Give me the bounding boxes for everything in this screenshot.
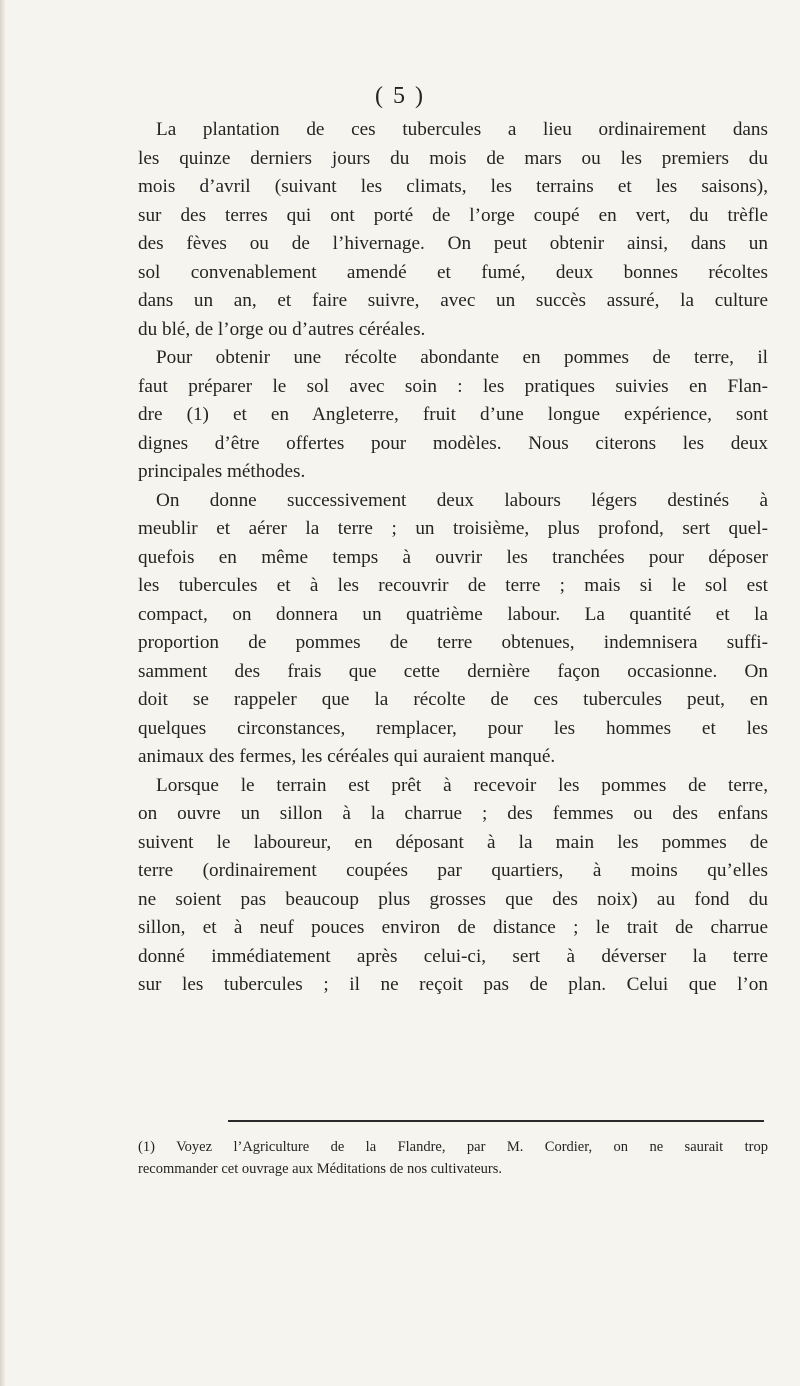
text-line: compact, on donnera un quatrième labour. La quantité et la [138,603,768,625]
text-line: suivent le laboureur, en déposant à la main les pommes de [138,831,768,853]
text-line: On donne successivement deux labours légers destinés à [156,489,768,511]
text-line: du blé, de l’orge ou d’autres céréales. [138,318,426,340]
text-line: quelques circonstances, remplacer, pour les hommes et les [138,717,768,739]
text-line: dignes d’être offertes pour modèles. Nous citerons les deux [138,432,768,454]
text-line: dans un an, et faire suivre, avec un succès assuré, la culture [138,290,768,311]
text-line: sol convenablement amendé et fumé, deux bonnes récoltes [138,261,768,283]
footnote-rule [228,1120,764,1122]
text-line: on ouvre un sillon à la charrue ; des femmes ou des enfans [138,803,768,824]
text-line: sillon, et à neuf pouces environ de distance ; le trait de charrue [138,917,768,938]
text-line: meublir et aérer la terre ; un troisième, plus profond, sert quel- [138,518,768,539]
text-line: terre (ordinairement coupées par quartiers, à moins qu’elles [138,860,768,881]
text-line: samment des frais que cette dernière façon occasionne. On [138,660,768,682]
text-line: ne soient pas beaucoup plus grosses que des noix) au fond du [138,888,768,910]
footnote-line: recommander cet ouvrage aux Méditations de nos cultivateurs. [138,1161,502,1177]
text-line: proportion de pommes de terre obtenues, indemnisera suffi- [138,632,768,653]
text-line: Lorsque le terrain est prêt à recevoir les pommes de terre, [156,774,768,796]
text-line: dre (1) et en Angleterre, fruit d’une longue expérience, sont [138,404,768,425]
page-edge-shadow [0,0,6,1386]
text-line: mois d’avril (suivant les climats, les terrains et les saisons), [138,176,768,197]
text-line: sur les tubercules ; il ne reçoit pas de plan. Celui que l’on [138,974,768,995]
page-number: ( 5 ) [375,83,425,109]
text-line: faut préparer le sol avec soin : les pratiques suivies en Flan- [138,375,768,397]
text-line: La plantation de ces tubercules a lieu ordinairement dans [156,119,768,140]
footnote-line: (1) Voyez l’Agriculture de la Flandre, par M. Cordier, on ne saurait trop [138,1139,768,1155]
text-line: animaux des fermes, les céréales qui auraient manqué. [138,746,556,767]
text-line: principales méthodes. [138,461,306,482]
text-line: Pour obtenir une récolte abondante en pommes de terre, il [156,347,768,368]
text-line: doit se rappeler que la récolte de ces tubercules peut, en [138,689,768,710]
text-line: quefois en même temps à ouvrir les tranchées pour déposer [138,546,768,568]
main-text [138,116,768,1000]
footnote [138,1136,768,1180]
text-line: donné immédiatement après celui-ci, sert à déverser la terre [138,945,768,967]
text-line: les tubercules et à les recouvrir de terre ; mais si le sol est [138,575,768,596]
text-line: les quinze derniers jours du mois de mars ou les premiers du [138,147,768,169]
text-line: sur des terres qui ont porté de l’orge coupé en vert, du trèfle [138,204,768,226]
text-line: des fèves ou de l’hivernage. On peut obtenir ainsi, dans un [138,233,768,254]
